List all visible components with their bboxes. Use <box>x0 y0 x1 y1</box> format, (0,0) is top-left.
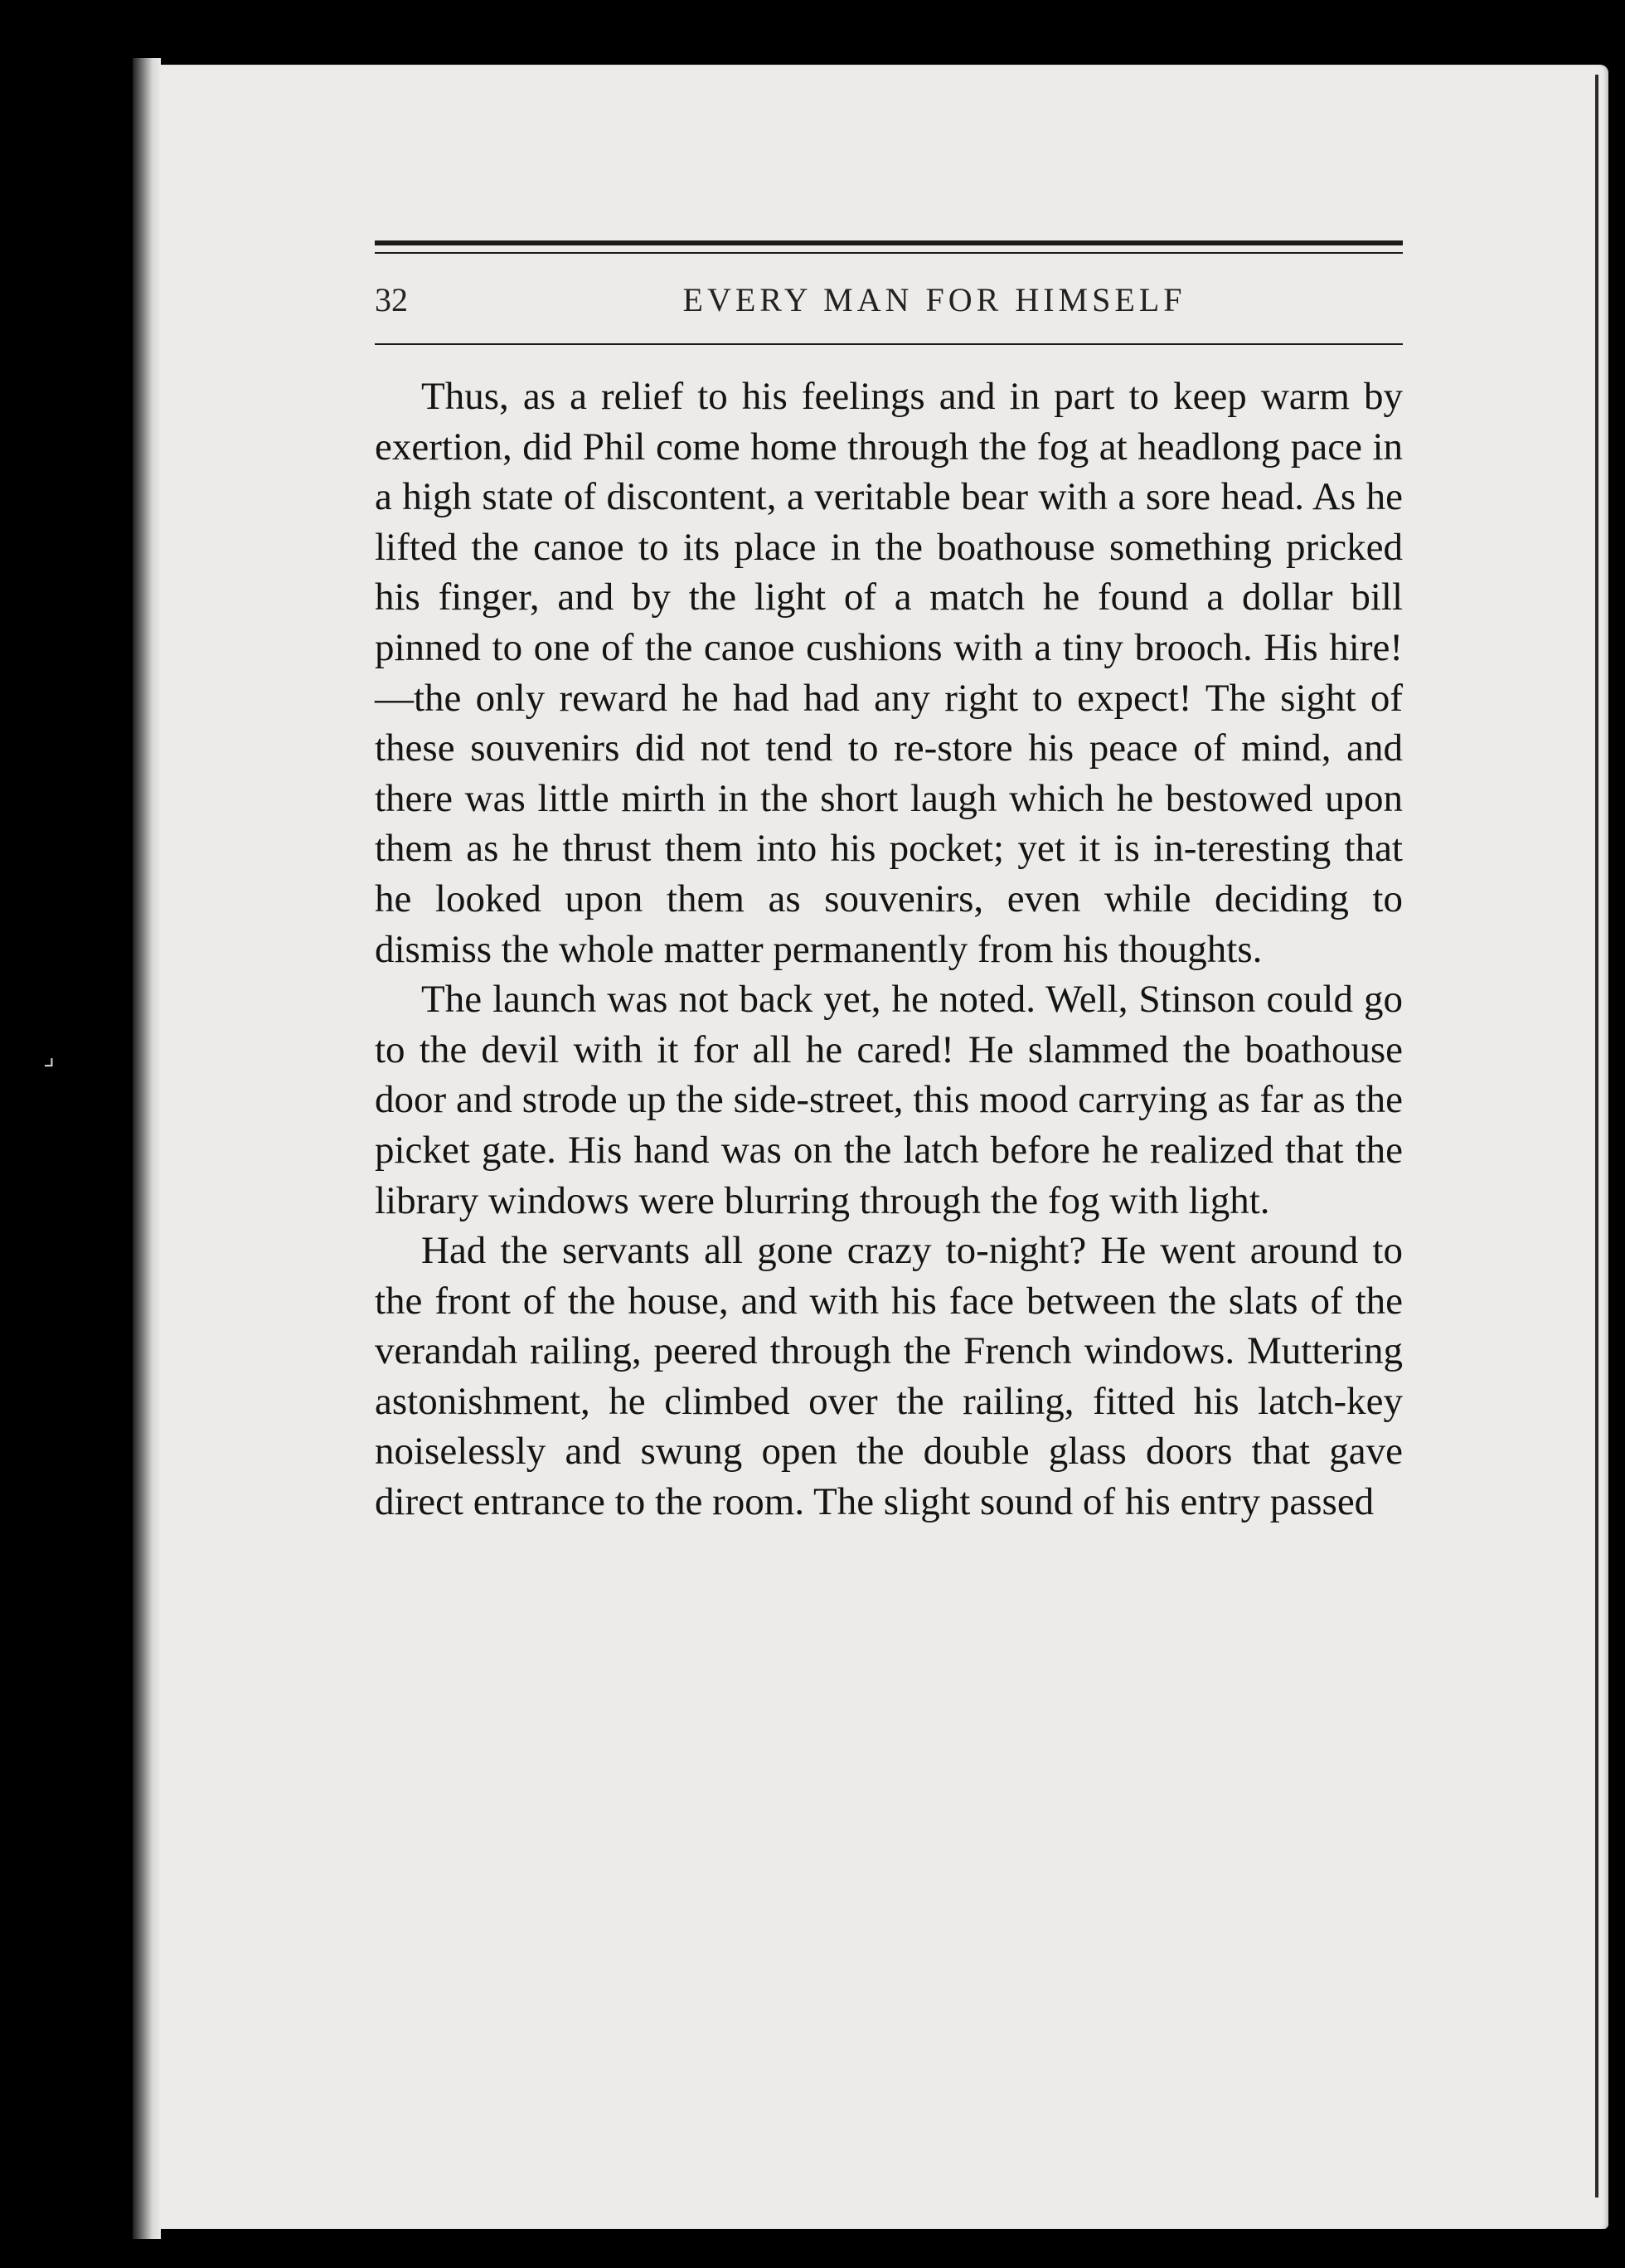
page-header <box>375 240 1403 357</box>
paragraph-1: Thus, as a relief to his feelings and in part to keep warm by exertion, did Phil come home through the fog at headlong pace in a high state of discontent, a veritable bear with a sore head. As he lifted the canoe to its place in the boathouse something pricked his finger, and by the light of a match he found a dollar bill pinned to one of the canoe cushions with a tiny brooch. His hire! —the only reward he had had any right to expect! The sight of these souvenirs did not tend to re-store his peace of mind, and there was little mirth in the short laugh which he bestowed upon them as he thrust them into his pocket; yet it is in-teresting that he looked upon them as souvenirs, even while deciding to dismiss the whole matter permanently from his thoughts. <box>375 375 1403 971</box>
body-text <box>375 372 1403 1527</box>
header-rule-thick <box>375 240 1403 245</box>
scan-artifact-mark: ⌟ <box>43 1042 56 1071</box>
page-edge <box>1595 75 1598 2198</box>
running-head: EVERY MAN FOR HIMSELF <box>682 281 1186 318</box>
paragraph-2: The launch was not back yet, he noted. Well, Stinson could go to the devil with it for all he cared! He slammed the boathouse door and strode up the side-street, this mood carrying as far as the picket gate. His hand was on the latch before he realized that the library windows were blurring through the fog with light. <box>375 978 1403 1222</box>
page-number: 32 <box>375 281 408 318</box>
binding-edge <box>133 58 161 2239</box>
header-rule-bottom <box>375 343 1403 345</box>
header-rule-thin <box>375 252 1403 254</box>
paragraph-3: Had the servants all gone crazy to-night? He went around to the front of the house, and with his face between the slats of the verandah railing, peered through the French windows. Muttering astonishment, he climbed over the railing, fitted his latch-key noiselessly and swung open the double glass doors that gave direct entrance to the room. The slight sound of his entry passed <box>375 1229 1403 1524</box>
